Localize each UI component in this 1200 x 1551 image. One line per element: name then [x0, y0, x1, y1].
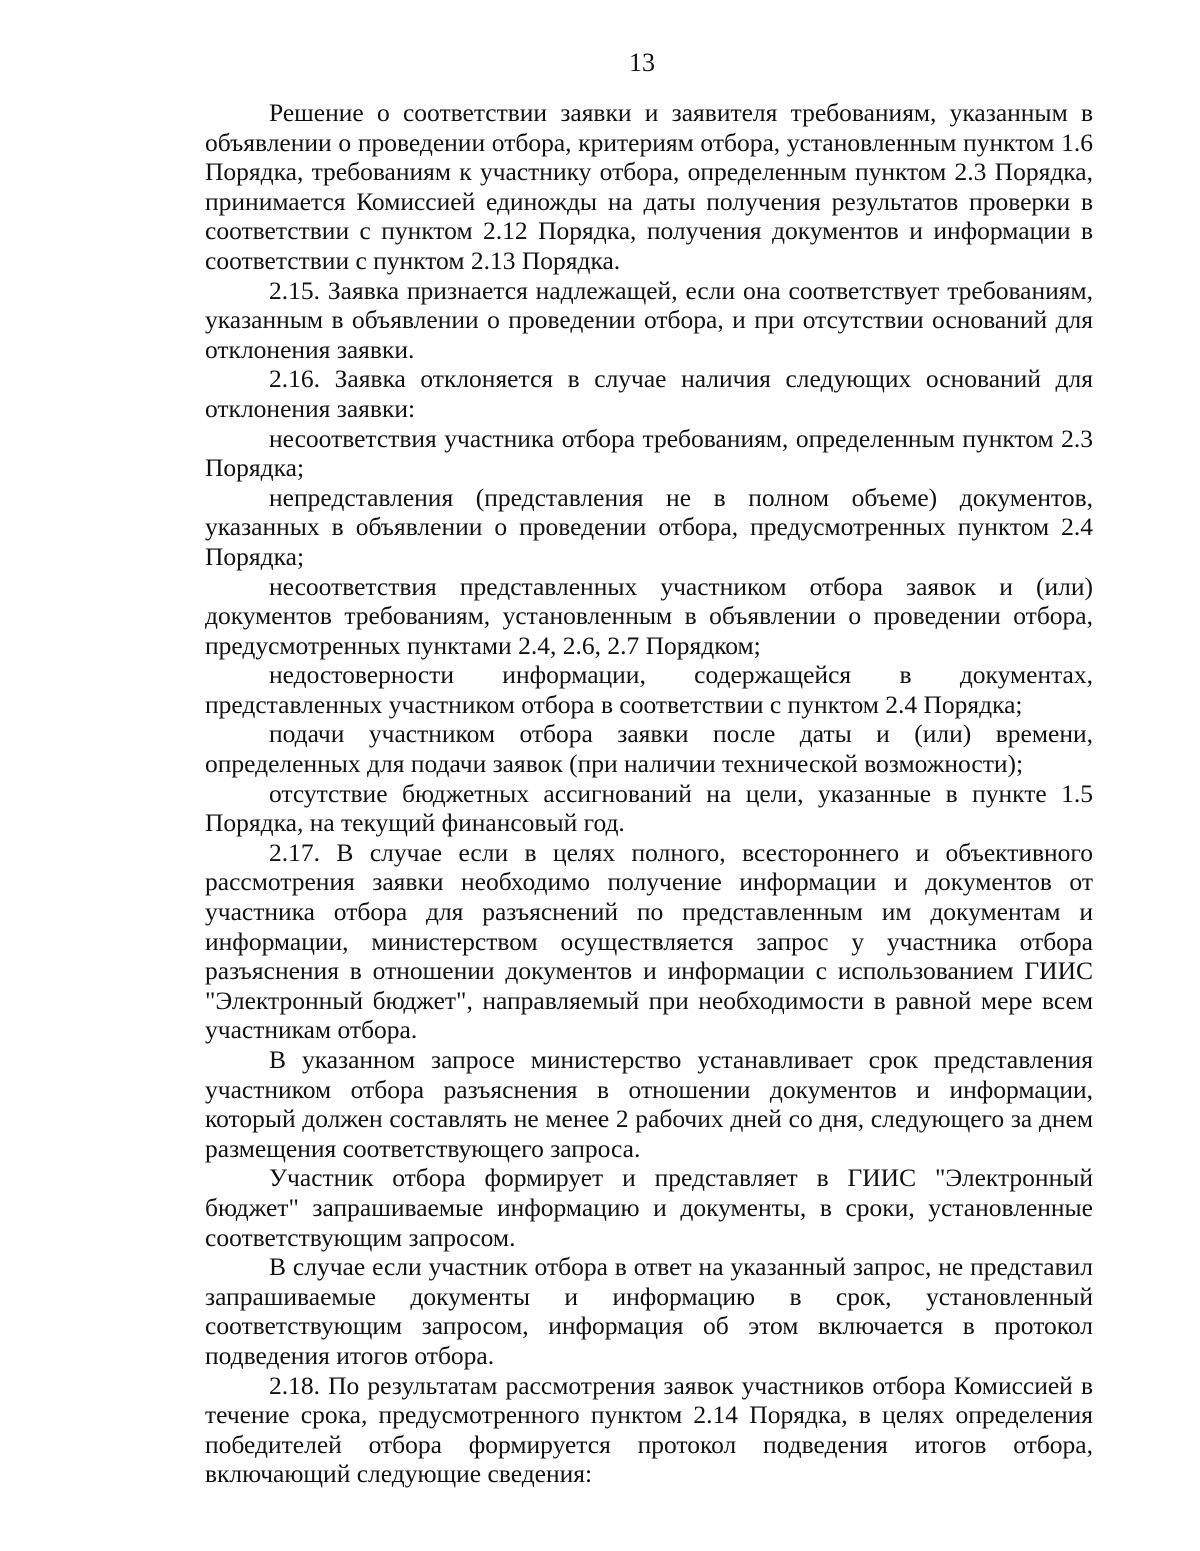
paragraph-2-15: 2.15. Заявка признается надлежащей, если она соответствует требованиям, указанным в объявлении о проведении отбора, и при отсутствии оснований для отклонения заявки. [205, 275, 1093, 364]
paragraph-no-response: В случае если участник отбора в ответ на указанный запрос, не представил запрашиваемые документы и информацию в срок, установленный соответствующим запросом, информация об этом включается в протокол подведения итогов отбора. [205, 1252, 1093, 1370]
page-number: 13 [629, 48, 655, 77]
paragraph-request-term: В указанном запросе министерство устанавливает срок представления участником отбора разъяснения в отношении документов и информации, который должен составлять не менее 2 рабочих дней со дня, следующего за днем размещения соответствующего запроса. [205, 1045, 1093, 1163]
paragraph-participant-response: Участник отбора формирует и представляет в ГИИС "Электронный бюджет" запрашиваемые информацию и документы, в сроки, установленные соответствующим запросом. [205, 1163, 1093, 1252]
paragraph-ground-4: недостоверности информации, содержащейся в документах, представленных участником отбора в соответствии с пунктом 2.4 Порядка; [205, 660, 1093, 719]
paragraph-ground-1: несоответствия участника отбора требованиям, определенным пунктом 2.3 Порядка; [205, 423, 1093, 483]
paragraph-ground-3: несоответствия представленных участником отбора заявок и (или) документов требованиям, установленным в объявлении о проведении отбора, предусмотренных пунктами 2.4, 2.6, 2.7 Порядком; [205, 571, 1093, 660]
paragraph-ground-2: непредставления (представления не в полном объеме) документов, указанных в объявлении о проведении отбора, предусмотренных пунктом 2.4 Порядка; [205, 482, 1093, 571]
paragraph-2-18: 2.18. По результатам рассмотрения заявок участников отбора Комиссией в течение срока, предусмотренного пунктом 2.14 Порядка, в целях определения победителей отбора формируется протокол подведения итогов отбора, включающий следующие сведения: [205, 1370, 1093, 1489]
paragraph-decision: Решение о соответствии заявки и заявителя требованиям, указанным в объявлении о проведении отбора, критериям отбора, установленным пунктом 1.6 Порядка, требованиям к участнику отбора, определенным пунктом 2.3 Порядка, принимается Комиссией единожды на даты получения результатов проверки в соответствии с пунктом 2.12 Порядка, получения документов и информации в соответствии с пунктом 2.13 Порядка. [205, 98, 1093, 275]
paragraph-ground-6: отсутствие бюджетных ассигнований на цели, указанные в пункте 1.5 Порядка, на текущий финансовый год. [205, 778, 1093, 838]
paragraph-2-16: 2.16. Заявка отклоняется в случае наличия следующих оснований для отклонения заявки: [205, 364, 1093, 423]
paragraph-2-17: 2.17. В случае если в целях полного, всестороннего и объективного рассмотрения заявки необходимо получение информации и документов от участника отбора для разъяснений по представленным им документам и информации, министерством осуществляется запрос у участника отбора разъяснения в отношении документов и информации с использованием ГИИС "Электронный бюджет", направляемый при необходимости в равной мере всем участникам отбора. [205, 837, 1093, 1045]
paragraph-ground-5: подачи участником отбора заявки после даты и (или) времени, определенных для подачи заявок (при наличии технической возможности); [205, 719, 1093, 779]
document-body [205, 98, 1093, 1489]
